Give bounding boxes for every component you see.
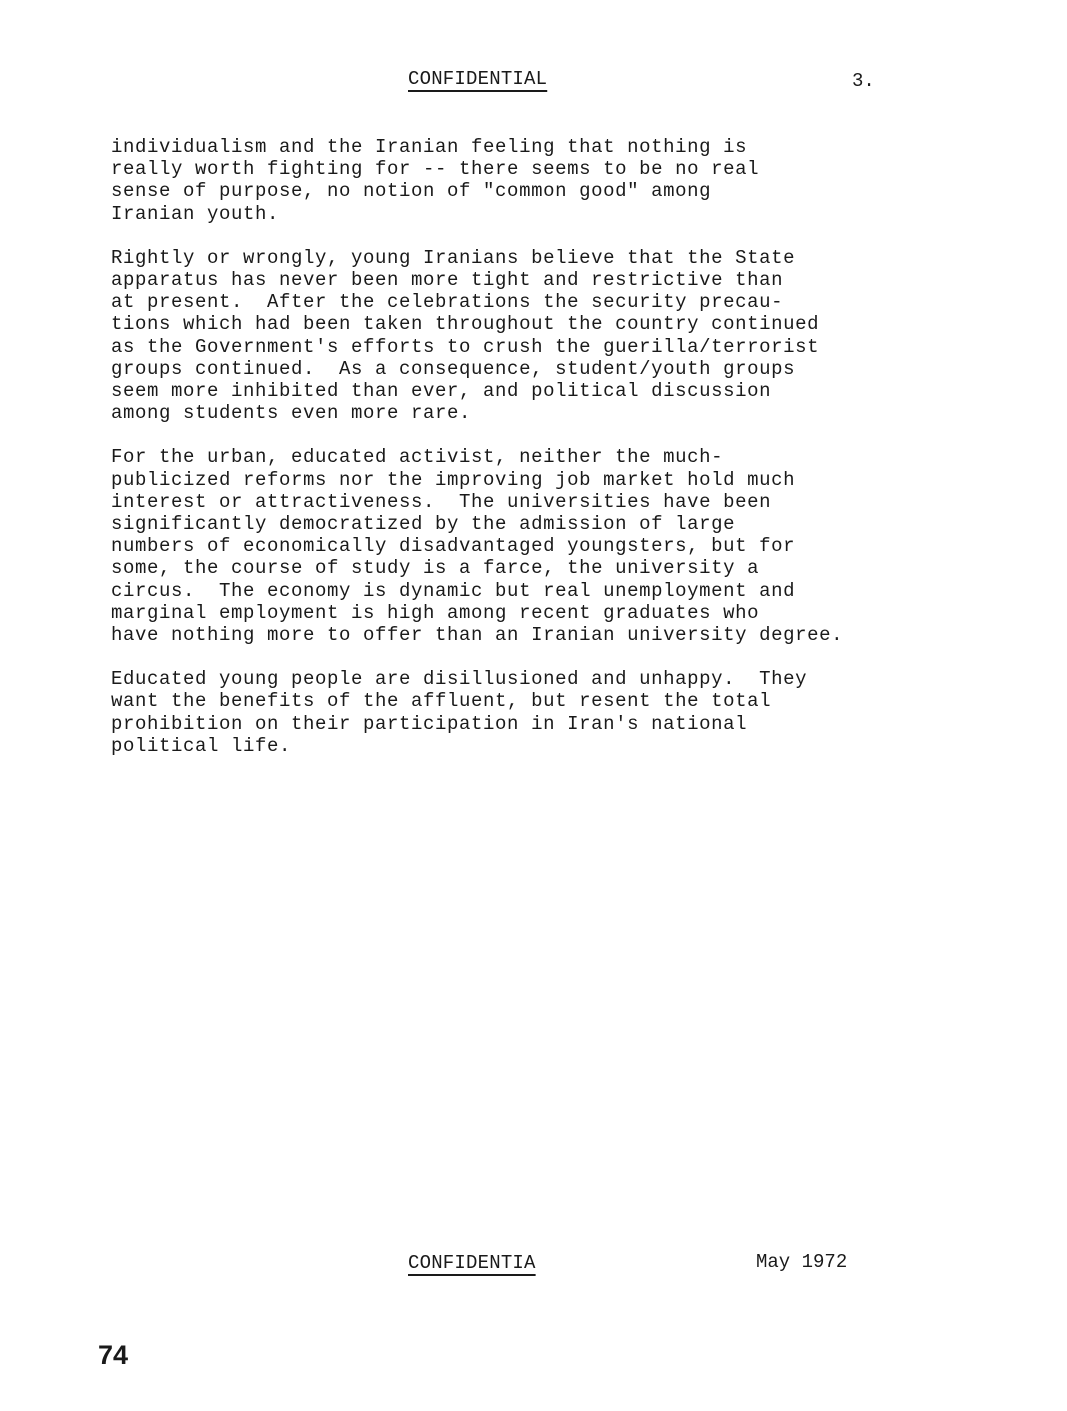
- text-line: want the benefits of the affluent, but resent the total: [111, 690, 772, 713]
- text-line: Rightly or wrongly, young Iranians believe that the State: [111, 246, 796, 269]
- header-classification: CONFIDENTIAL: [408, 68, 548, 90]
- text-line: numbers of economically disadvantaged youngsters, but for: [111, 535, 796, 558]
- memo-body: [111, 136, 941, 779]
- text-line: some, the course of study is a farce, the university a: [111, 557, 760, 580]
- text-line: tions which had been taken throughout the country continued: [111, 313, 820, 336]
- text-line: political life.: [111, 734, 292, 757]
- paragraph-2: [111, 247, 941, 425]
- text-line: Educated young people are disillusioned and unhappy. They: [111, 668, 808, 691]
- text-line: For the urban, educated activist, neither the much-: [111, 446, 724, 469]
- page-number: 3.: [852, 70, 875, 92]
- paragraph-4: [111, 668, 941, 757]
- folio-number: 74: [98, 1340, 129, 1370]
- paragraph-1: [111, 136, 941, 225]
- text-line: at present. After the celebrations the security precau-: [111, 291, 784, 314]
- text-line: interest or attractiveness. The universities have been: [111, 490, 772, 513]
- text-line: apparatus has never been more tight and restrictive than: [111, 269, 784, 292]
- document-date: May 1972: [756, 1251, 848, 1273]
- text-line: have nothing more to offer than an Iranian university degree.: [111, 624, 844, 647]
- text-line: individualism and the Iranian feeling that nothing is: [111, 136, 748, 158]
- text-line: publicized reforms nor the improving job market hold much: [111, 468, 796, 491]
- text-line: among students even more rare.: [111, 402, 472, 425]
- text-line: seem more inhibited than ever, and political discussion: [111, 380, 772, 403]
- text-line: circus. The economy is dynamic but real unemployment and: [111, 579, 796, 602]
- text-line: marginal employment is high among recent graduates who: [111, 601, 760, 624]
- text-line: significantly democratized by the admission of large: [111, 513, 736, 536]
- text-line: groups continued. As a consequence, student/youth groups: [111, 357, 796, 380]
- text-line: Iranian youth.: [111, 202, 280, 225]
- text-line: prohibition on their participation in Iran's national: [111, 712, 748, 735]
- text-line: really worth fighting for -- there seems to be no real: [111, 158, 760, 181]
- text-line: sense of purpose, no notion of "common good" among: [111, 180, 712, 203]
- text-line: as the Government's efforts to crush the guerilla/terrorist: [111, 335, 820, 358]
- footer-classification: CONFIDENTIA: [408, 1252, 536, 1274]
- paragraph-3: [111, 446, 941, 646]
